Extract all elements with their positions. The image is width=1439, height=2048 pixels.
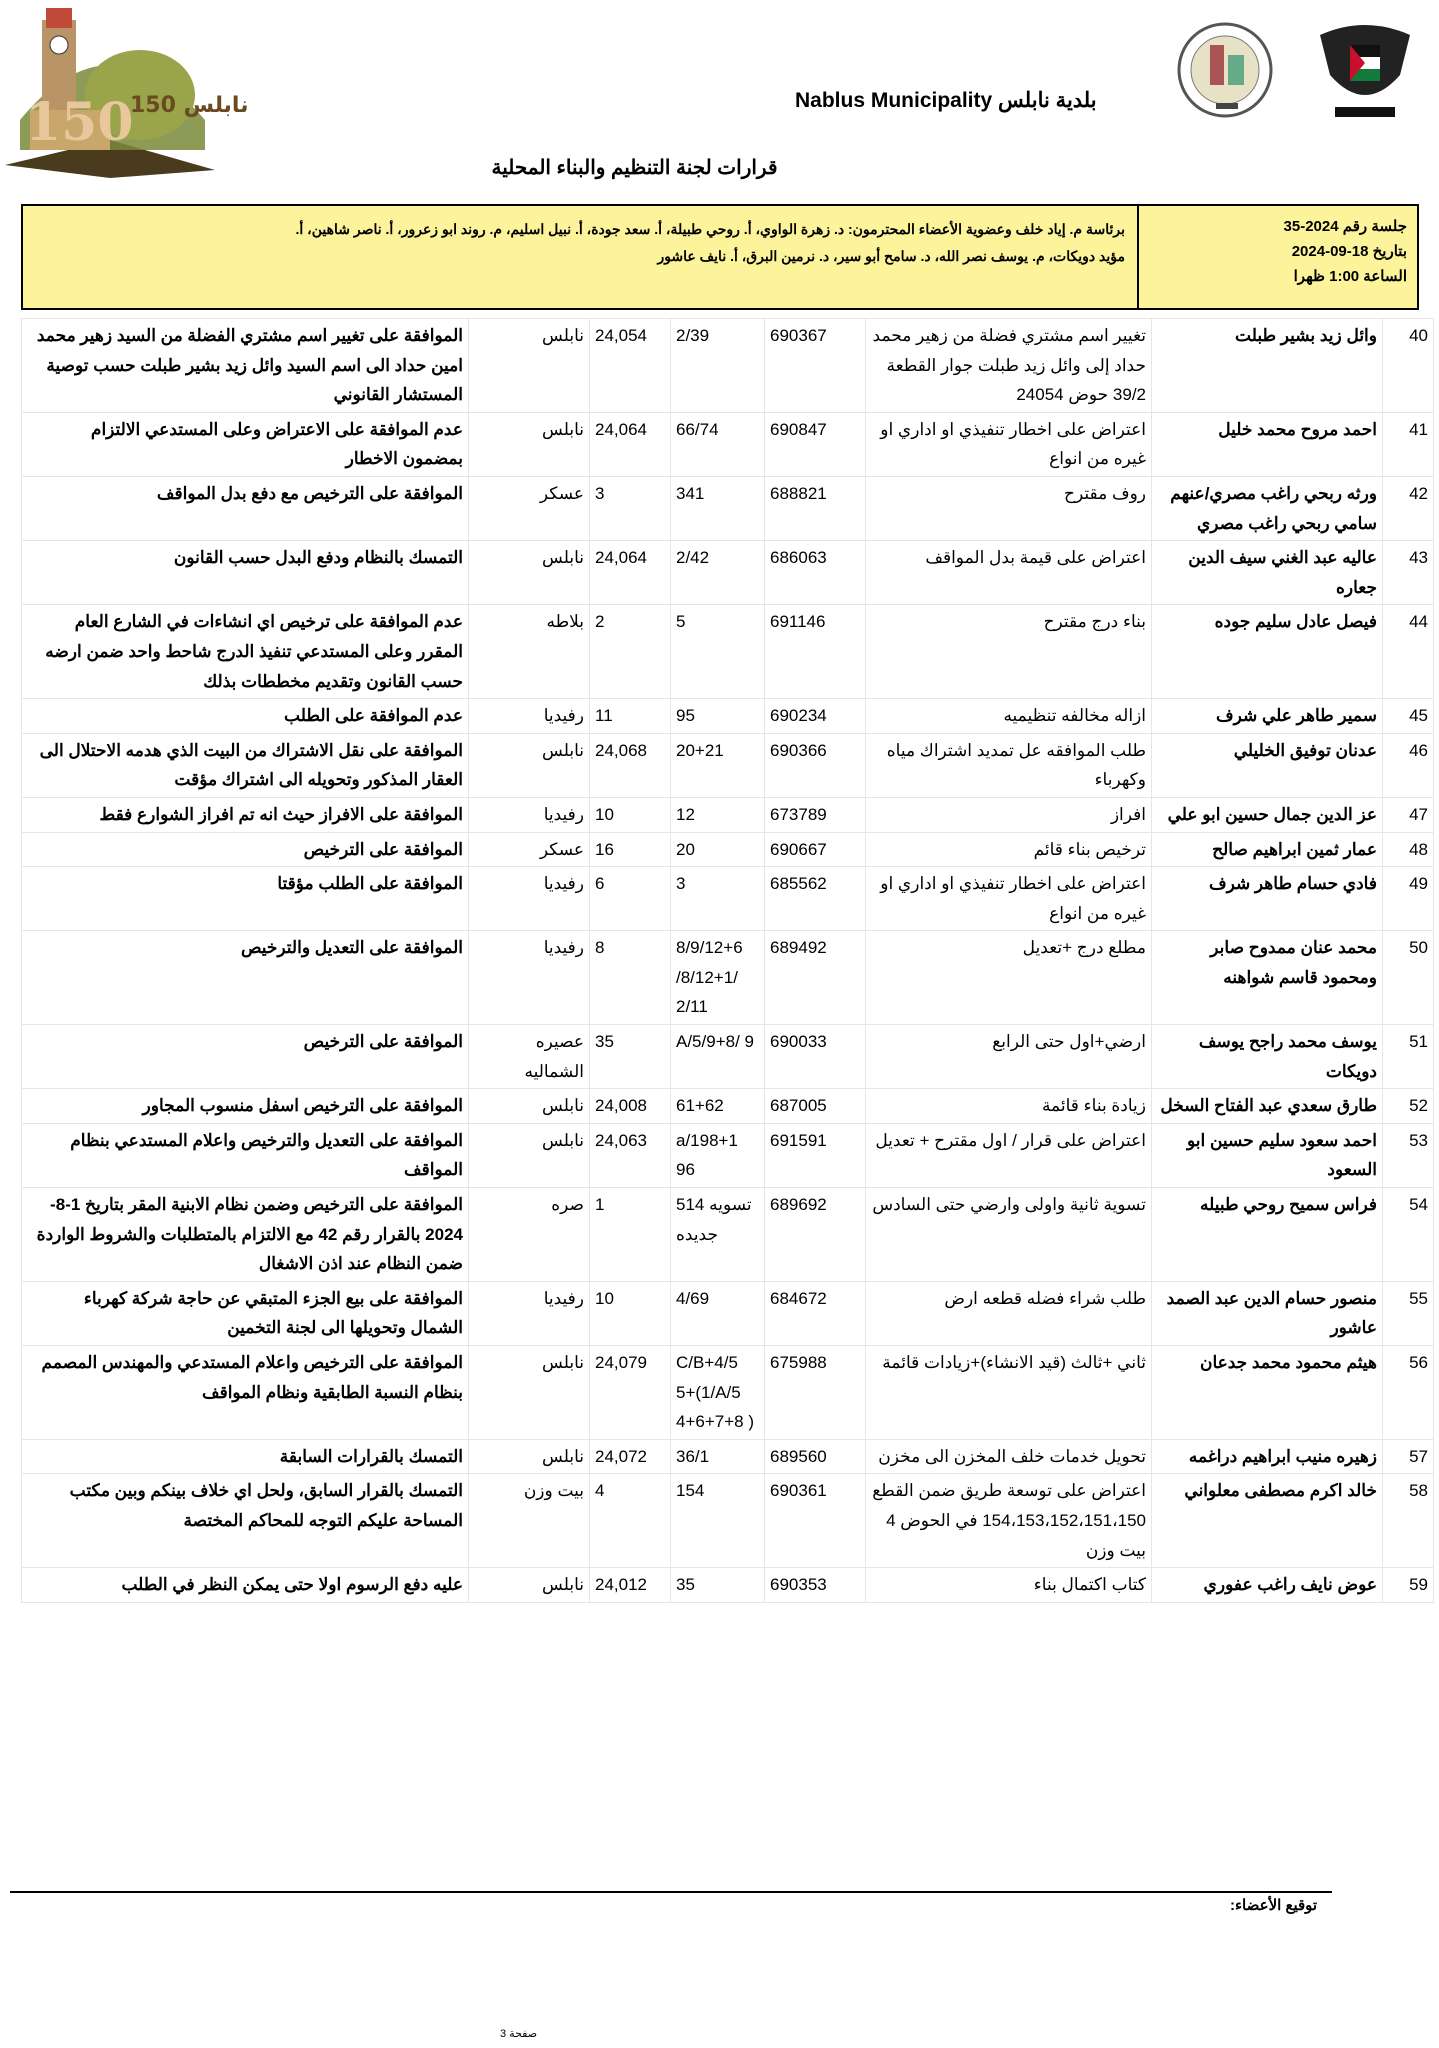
row-number: 55	[1383, 1281, 1434, 1345]
table-row	[22, 1346, 1434, 1440]
decisions-table	[21, 318, 1434, 1603]
decision-text: التمسك بالقرار السابق، ولحل اي خلاف بينكم وبين مكتب المساحة عليكم التوجه للمحاكم المختصة	[22, 1474, 469, 1568]
area-name: رفيديا	[469, 931, 590, 1025]
table-row	[22, 699, 1434, 734]
request-subject: كتاب اكتمال بناء	[866, 1568, 1152, 1603]
decision-text: الموافقة على الطلب مؤقتا	[22, 867, 469, 931]
basin-number: 8	[590, 931, 671, 1025]
basin-number: 1	[590, 1188, 671, 1282]
parcel-number: 4/69	[671, 1281, 765, 1345]
area-name: عسكر	[469, 476, 590, 540]
table-row	[22, 1123, 1434, 1187]
members-line-2: مؤيد دويكات، م. يوسف نصر الله، د. سامح أبو سير، د. نرمين البرق، أ. نايف عاشور	[657, 248, 1125, 264]
applicant-name: هيثم محمود محمد جدعان	[1152, 1346, 1383, 1440]
file-number: 687005	[765, 1089, 866, 1124]
parcel-number: 95	[671, 699, 765, 734]
table-row	[22, 412, 1434, 476]
file-number: 689560	[765, 1439, 866, 1474]
file-number: 690847	[765, 412, 866, 476]
request-subject: تسوية ثانية واولى وارضي حتى السادس	[866, 1188, 1152, 1282]
area-name: نابلس	[469, 541, 590, 605]
anniversary-logo	[0, 0, 249, 180]
basin-number: 35	[590, 1025, 671, 1089]
table-row	[22, 797, 1434, 832]
decision-text: الموافقة على تغيير اسم مشتري الفضلة من السيد زهير محمد امين حداد الى اسم السيد وائل زيد بشير طبلت حسب توصية المستشار القانوني	[22, 319, 469, 413]
municipality-seal-icon	[1179, 24, 1271, 116]
area-name: نابلس	[469, 319, 590, 413]
table-row	[22, 1281, 1434, 1345]
row-number: 59	[1383, 1568, 1434, 1603]
palestine-eagle-icon	[1320, 25, 1410, 117]
table-row	[22, 867, 1434, 931]
row-number: 56	[1383, 1346, 1434, 1440]
row-number: 52	[1383, 1089, 1434, 1124]
area-name: نابلس	[469, 1568, 590, 1603]
applicant-name: منصور حسام الدين عبد الصمد عاشور	[1152, 1281, 1383, 1345]
basin-number: 2	[590, 605, 671, 699]
applicant-name: وائل زيد بشير طبلت	[1152, 319, 1383, 413]
table-row	[22, 319, 1434, 413]
row-number: 40	[1383, 319, 1434, 413]
table-row	[22, 541, 1434, 605]
parcel-number: 20	[671, 832, 765, 867]
file-number: 690234	[765, 699, 866, 734]
area-name: نابلس	[469, 1089, 590, 1124]
file-number: 675988	[765, 1346, 866, 1440]
signature-label: توقيع الأعضاء:	[1230, 1897, 1318, 1914]
decision-text: الموافقة على الترخيص واعلام المستدعي والمهندس المصمم بنظام النسبة الطابقية ونظام المواقف	[22, 1346, 469, 1440]
row-number: 48	[1383, 832, 1434, 867]
applicant-name: احمد سعود سليم حسين ابو السعود	[1152, 1123, 1383, 1187]
row-number: 43	[1383, 541, 1434, 605]
row-number: 57	[1383, 1439, 1434, 1474]
file-number: 691591	[765, 1123, 866, 1187]
request-subject: اعتراض على قيمة بدل المواقف	[866, 541, 1152, 605]
area-name: بيت وزن	[469, 1474, 590, 1568]
parcel-number: 36/1	[671, 1439, 765, 1474]
decision-text: التمسك بالنظام ودفع البدل حسب القانون	[22, 541, 469, 605]
decision-text: الموافقة على الافراز حيث انه تم افراز الشوارع فقط	[22, 797, 469, 832]
area-name: عصيره الشماليه	[469, 1025, 590, 1089]
basin-number: 24,008	[590, 1089, 671, 1124]
applicant-name: زهيره منيب ابراهيم دراغمه	[1152, 1439, 1383, 1474]
municipality-name: Nablus Municipality بلدية نابلس	[795, 89, 1097, 112]
basin-number: 24,063	[590, 1123, 671, 1187]
request-subject: ارضي+اول حتى الرابع	[866, 1025, 1152, 1089]
signature-divider	[10, 1891, 1332, 1893]
decision-text: الموافقة على التعديل والترخيص	[22, 931, 469, 1025]
area-name: بلاطه	[469, 605, 590, 699]
session-date: بتاريخ 18-09-2024	[1291, 243, 1407, 260]
parcel-number: a/198+1 96	[671, 1123, 765, 1187]
basin-number: 16	[590, 832, 671, 867]
file-number: 689692	[765, 1188, 866, 1282]
parcel-number: 66/74	[671, 412, 765, 476]
request-subject: ازاله مخالفه تنظيميه	[866, 699, 1152, 734]
file-number: 689492	[765, 931, 866, 1025]
request-subject: اعتراض على قرار / اول مقترح + تعديل	[866, 1123, 1152, 1187]
request-subject: اعتراض على اخطار تنفيذي او اداري او غيره من انواع	[866, 412, 1152, 476]
row-number: 42	[1383, 476, 1434, 540]
table-row	[22, 931, 1434, 1025]
row-number: 53	[1383, 1123, 1434, 1187]
members-line-1: برئاسة م. إياد خلف وعضوية الأعضاء المحترمون: د. زهرة الواوي، أ. روحي طبيلة، أ. سعد جودة، أ. نبيل اسليم، م. روند ابو زعرور، أ. ناصر شاهين، أ.	[295, 221, 1125, 237]
parcel-number: 3	[671, 867, 765, 931]
session-time: الساعة 1:00 ظهرا	[1293, 268, 1407, 285]
file-number: 690361	[765, 1474, 866, 1568]
request-subject: ترخيص بناء قائم	[866, 832, 1152, 867]
basin-number: 10	[590, 1281, 671, 1345]
table-row	[22, 1188, 1434, 1282]
decision-text: الموافقة على الترخيص مع دفع بدل المواقف	[22, 476, 469, 540]
applicant-name: عاليه عبد الغني سيف الدين جعاره	[1152, 541, 1383, 605]
table-row	[22, 1474, 1434, 1568]
applicant-name: فادي حسام طاهر شرف	[1152, 867, 1383, 931]
request-subject: زيادة بناء قائمة	[866, 1089, 1152, 1124]
decision-text: الموافقة على التعديل والترخيص واعلام المستدعي بنظام المواقف	[22, 1123, 469, 1187]
parcel-number: 8/9/12+6 /8/12+1/ 2/11	[671, 931, 765, 1025]
basin-number: 24,072	[590, 1439, 671, 1474]
parcel-number: 61+62	[671, 1089, 765, 1124]
row-number: 54	[1383, 1188, 1434, 1282]
decision-text: الموافقة على الترخيص اسفل منسوب المجاور	[22, 1089, 469, 1124]
file-number: 690367	[765, 319, 866, 413]
request-subject: اعتراض على توسعة طريق ضمن القطع 154،153،152،151،150 في الحوض 4 بيت وزن	[866, 1474, 1152, 1568]
parcel-number: 341	[671, 476, 765, 540]
row-number: 47	[1383, 797, 1434, 832]
parcel-number: 20+21	[671, 733, 765, 797]
row-number: 46	[1383, 733, 1434, 797]
area-name: نابلس	[469, 1439, 590, 1474]
row-number: 50	[1383, 931, 1434, 1025]
municipality-logos	[1170, 15, 1430, 135]
session-info-box	[21, 204, 1419, 310]
file-number: 685562	[765, 867, 866, 931]
basin-number: 24,054	[590, 319, 671, 413]
row-number: 49	[1383, 867, 1434, 931]
request-subject: افراز	[866, 797, 1152, 832]
applicant-name: عز الدين جمال حسين ابو علي	[1152, 797, 1383, 832]
parcel-number: 35	[671, 1568, 765, 1603]
request-subject: ثاني +ثالث (قيد الانشاء)+زيادات قائمة	[866, 1346, 1152, 1440]
applicant-name: محمد عنان ممدوح صابر ومحمود قاسم شواهنه	[1152, 931, 1383, 1025]
parcel-number: 12	[671, 797, 765, 832]
file-number: 690667	[765, 832, 866, 867]
parcel-number: A/5/9+8/ 9	[671, 1025, 765, 1089]
area-name: نابلس	[469, 412, 590, 476]
table-row	[22, 476, 1434, 540]
decision-text: الموافقة على الترخيص	[22, 832, 469, 867]
file-number: 688821	[765, 476, 866, 540]
applicant-name: ورثه ربحي راغب مصري/عنهم سامي ربحي راغب مصري	[1152, 476, 1383, 540]
request-subject: تحويل خدمات خلف المخزن الى مخزن	[866, 1439, 1152, 1474]
basin-number: 10	[590, 797, 671, 832]
basin-number: 24,064	[590, 541, 671, 605]
session-number: جلسة رقم 2024-35	[1283, 218, 1407, 235]
area-name: صره	[469, 1188, 590, 1282]
area-name: عسكر	[469, 832, 590, 867]
parcel-number: C/B+4/5 5+(1/A/5 4+6+7+8 )	[671, 1346, 765, 1440]
area-name: نابلس	[469, 1123, 590, 1187]
applicant-name: فيصل عادل سليم جوده	[1152, 605, 1383, 699]
file-number: 686063	[765, 541, 866, 605]
decision-text: الموافقة على بيع الجزء المتبقي عن حاجة شركة كهرباء الشمال وتحويلها الى لجنة التخمين	[22, 1281, 469, 1345]
area-name: رفيديا	[469, 1281, 590, 1345]
basin-number: 11	[590, 699, 671, 734]
file-number: 690033	[765, 1025, 866, 1089]
decision-text: عدم الموافقة على الطلب	[22, 699, 469, 734]
area-name: رفيديا	[469, 797, 590, 832]
request-subject: روف مقترح	[866, 476, 1152, 540]
applicant-name: عمار ثمين ابراهيم صالح	[1152, 832, 1383, 867]
basin-number: 24,068	[590, 733, 671, 797]
page-title: قرارات لجنة التنظيم والبناء المحلية	[491, 157, 778, 179]
table-row	[22, 1025, 1434, 1089]
basin-number: 24,079	[590, 1346, 671, 1440]
decision-text: عليه دفع الرسوم اولا حتى يمكن النظر في الطلب	[22, 1568, 469, 1603]
parcel-number: 514 تسويه جديده	[671, 1188, 765, 1282]
request-subject: اعتراض على اخطار تنفيذي او اداري او غيره من انواع	[866, 867, 1152, 931]
session-details	[1137, 206, 1417, 308]
request-subject: تغيير اسم مشتري فضلة من زهير محمد حداد إلى وائل زيد طبلت جوار القطعة 39/2 حوض 24054	[866, 319, 1152, 413]
decision-text: الموافقة على الترخيص وضمن نظام الابنية المقر بتاريخ 1-8-2024 بالقرار رقم 42 مع الالتزام بالمتطلبات والشروط الواردة ضمن النظام عند اذن الاشغال	[22, 1188, 469, 1282]
request-subject: بناء درج مقترح	[866, 605, 1152, 699]
session-members	[23, 206, 1137, 308]
table-row	[22, 1439, 1434, 1474]
request-subject: طلب شراء فضله قطعه ارض	[866, 1281, 1152, 1345]
applicant-name: عدنان توفيق الخليلي	[1152, 733, 1383, 797]
parcel-number: 154	[671, 1474, 765, 1568]
decision-text: الموافقة على نقل الاشتراك من البيت الذي هدمه الاحتلال الى العقار المذكور وتحويله الى اشتراك مؤقت	[22, 733, 469, 797]
basin-number: 6	[590, 867, 671, 931]
applicant-name: احمد مروح محمد خليل	[1152, 412, 1383, 476]
table-row	[22, 1089, 1434, 1124]
svg-text:150: 150	[25, 92, 134, 153]
decision-text: عدم الموافقة على الاعتراض وعلى المستدعي الالتزام بمضمون الاخطار	[22, 412, 469, 476]
logo-arabic-text: 150 نابلس	[130, 93, 249, 118]
file-number: 690366	[765, 733, 866, 797]
decision-text: التمسك بالقرارات السابقة	[22, 1439, 469, 1474]
applicant-name: سمير طاهر علي شرف	[1152, 699, 1383, 734]
table-row	[22, 1568, 1434, 1603]
file-number: 691146	[765, 605, 866, 699]
table-row	[22, 733, 1434, 797]
applicant-name: عوض نايف راغب عفوري	[1152, 1568, 1383, 1603]
applicant-name: طارق سعدي عبد الفتاح السخل	[1152, 1089, 1383, 1124]
row-number: 51	[1383, 1025, 1434, 1089]
parcel-number: 5	[671, 605, 765, 699]
basin-number: 4	[590, 1474, 671, 1568]
basin-number: 3	[590, 476, 671, 540]
row-number: 45	[1383, 699, 1434, 734]
parcel-number: 2/42	[671, 541, 765, 605]
applicant-name: خالد اكرم مصطفى معلواني	[1152, 1474, 1383, 1568]
request-subject: مطلع درج +تعديل	[866, 931, 1152, 1025]
area-name: رفيديا	[469, 867, 590, 931]
decision-text: الموافقة على الترخيص	[22, 1025, 469, 1089]
request-subject: طلب الموافقه عل تمديد اشتراك مياه وكهرباء	[866, 733, 1152, 797]
basin-number: 24,064	[590, 412, 671, 476]
file-number: 673789	[765, 797, 866, 832]
decision-text: عدم الموافقة على ترخيص اي انشاءات في الشارع العام المقرر وعلى المستدعي تنفيذ الدرج شاحط واحد ضمن ارضه حسب القانون وتقديم مخططات بذلك	[22, 605, 469, 699]
area-name: نابلس	[469, 733, 590, 797]
applicant-name: فراس سميح روحي طبيله	[1152, 1188, 1383, 1282]
file-number: 690353	[765, 1568, 866, 1603]
area-name: رفيديا	[469, 699, 590, 734]
row-number: 58	[1383, 1474, 1434, 1568]
applicant-name: يوسف محمد راجح يوسف دويكات	[1152, 1025, 1383, 1089]
file-number: 684672	[765, 1281, 866, 1345]
row-number: 41	[1383, 412, 1434, 476]
row-number: 44	[1383, 605, 1434, 699]
basin-number: 24,012	[590, 1568, 671, 1603]
table-row	[22, 605, 1434, 699]
page-number: صفحة 3	[500, 2028, 538, 2040]
parcel-number: 2/39	[671, 319, 765, 413]
table-row	[22, 832, 1434, 867]
area-name: نابلس	[469, 1346, 590, 1440]
